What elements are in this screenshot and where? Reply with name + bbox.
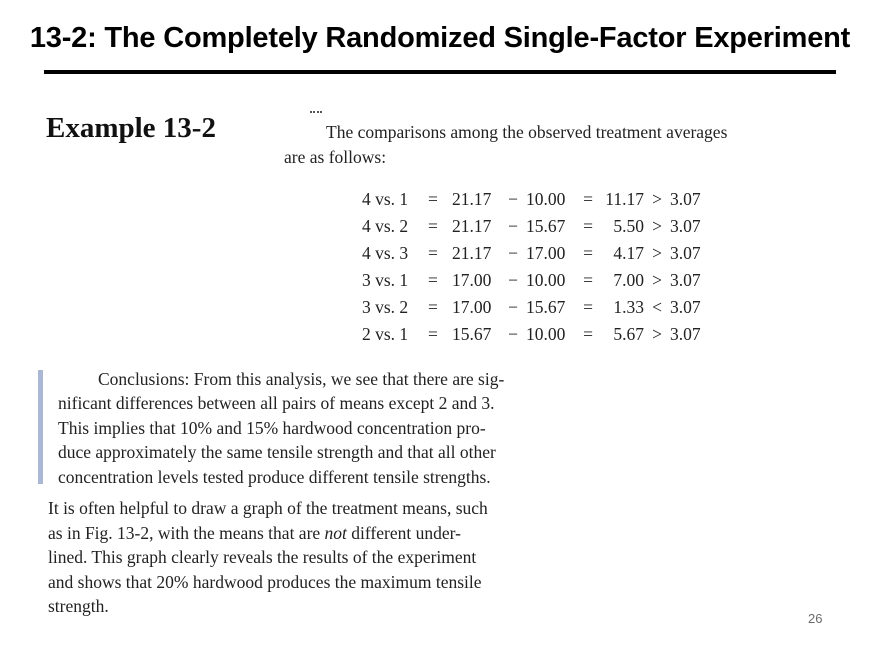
mean-a: 21.17 — [452, 243, 492, 263]
difference-value: 11.17 — [605, 189, 644, 209]
mean-a: 21.17 — [452, 189, 492, 209]
mean-b: 10.00 — [526, 324, 566, 344]
critical-value: 3.07 — [670, 189, 701, 209]
difference-value: 5.67 — [613, 324, 644, 344]
mean-a: 17.00 — [452, 270, 492, 290]
mean-a: 21.17 — [452, 216, 492, 236]
comparison-row — [362, 267, 710, 294]
comparison-operator: > — [652, 324, 662, 344]
comparison-pair: 2 vs. 1 — [362, 324, 409, 344]
mean-b: 10.00 — [526, 270, 566, 290]
intro-paragraph — [284, 120, 804, 170]
conclusion-line: This implies that 10% and 15% hardwood concentration pro- — [58, 417, 486, 438]
equals-sign: = — [583, 324, 593, 344]
graph-note-text: as in Fig. 13-2, with the means that are — [48, 522, 325, 543]
conclusion-line: Conclusions: From this analysis, we see that there are sig- — [98, 369, 505, 389]
comparison-pair: 4 vs. 1 — [362, 189, 409, 209]
comparison-pair: 4 vs. 3 — [362, 243, 409, 263]
graph-note-line: lined. This graph clearly reveals the results of the experiment — [48, 547, 477, 568]
title-divider — [44, 70, 836, 74]
conclusion-line: nificant differences between all pairs of means except 2 and 3. — [58, 393, 495, 414]
critical-value: 3.07 — [670, 270, 701, 290]
equals-sign: = — [428, 297, 438, 317]
difference-value: 5.50 — [613, 216, 644, 236]
comparison-row — [362, 321, 710, 348]
equals-sign: = — [583, 243, 593, 263]
difference-value: 7.00 — [613, 270, 644, 290]
critical-value: 3.07 — [670, 297, 701, 317]
comparison-pair: 3 vs. 1 — [362, 270, 409, 290]
minus-sign: − — [508, 216, 518, 236]
minus-sign: − — [508, 324, 518, 344]
intro-line: The comparisons among the observed treatment averages — [326, 122, 728, 142]
graph-note-line — [48, 521, 558, 546]
equals-sign: = — [428, 216, 438, 236]
example-heading: Example 13-2 — [46, 112, 216, 144]
mean-a: 17.00 — [452, 297, 492, 317]
graph-note-line: It is often helpful to draw a graph of the treatment means, such — [48, 498, 488, 518]
mean-b: 17.00 — [526, 243, 566, 263]
equals-sign: = — [583, 270, 593, 290]
equals-sign: = — [583, 297, 593, 317]
mean-b: 15.67 — [526, 216, 566, 236]
comparison-row — [362, 186, 710, 213]
equals-sign: = — [428, 243, 438, 263]
equals-sign: = — [583, 189, 593, 209]
equals-sign: = — [428, 324, 438, 344]
comparison-row — [362, 240, 710, 267]
comparison-operator: > — [652, 189, 662, 209]
equals-sign: = — [428, 189, 438, 209]
comparison-pair: 3 vs. 2 — [362, 297, 409, 317]
mean-b: 15.67 — [526, 297, 566, 317]
emphasis-text: not — [324, 522, 347, 543]
conclusion-line: concentration levels tested produce different tensile strengths. — [58, 466, 491, 487]
minus-sign: − — [508, 297, 518, 317]
graph-note-paragraph — [48, 496, 558, 619]
conclusion-accent-bar — [38, 370, 43, 484]
minus-sign: − — [508, 243, 518, 263]
equals-sign: = — [583, 216, 593, 236]
comparison-operator: < — [652, 297, 662, 317]
difference-value: 1.33 — [613, 297, 644, 317]
page-number: 26 — [808, 611, 823, 626]
comparison-pair: 4 vs. 2 — [362, 216, 409, 236]
comparison-operator: > — [652, 243, 662, 263]
slide-title: 13-2: The Completely Randomized Single-Factor Experiment — [29, 22, 851, 54]
graph-note-line: and shows that 20% hardwood produces the maximum tensile — [48, 571, 482, 592]
minus-sign: − — [508, 189, 518, 209]
intro-line: are as follows: — [284, 147, 387, 167]
mean-b: 10.00 — [526, 189, 566, 209]
comparison-row — [362, 294, 710, 321]
comparison-row — [362, 213, 710, 240]
scan-artifact — [310, 111, 322, 116]
comparisons-table — [362, 186, 710, 348]
minus-sign: − — [508, 270, 518, 290]
graph-note-text: different under- — [346, 522, 461, 543]
comparison-operator: > — [652, 270, 662, 290]
graph-note-line: strength. — [48, 596, 109, 617]
critical-value: 3.07 — [670, 324, 701, 344]
conclusions-paragraph — [58, 367, 558, 489]
critical-value: 3.07 — [670, 243, 701, 263]
mean-a: 15.67 — [452, 324, 492, 344]
comparison-operator: > — [652, 216, 662, 236]
difference-value: 4.17 — [613, 243, 644, 263]
conclusion-line: duce approximately the same tensile strength and that all other — [58, 442, 496, 463]
equals-sign: = — [428, 270, 438, 290]
critical-value: 3.07 — [670, 216, 701, 236]
